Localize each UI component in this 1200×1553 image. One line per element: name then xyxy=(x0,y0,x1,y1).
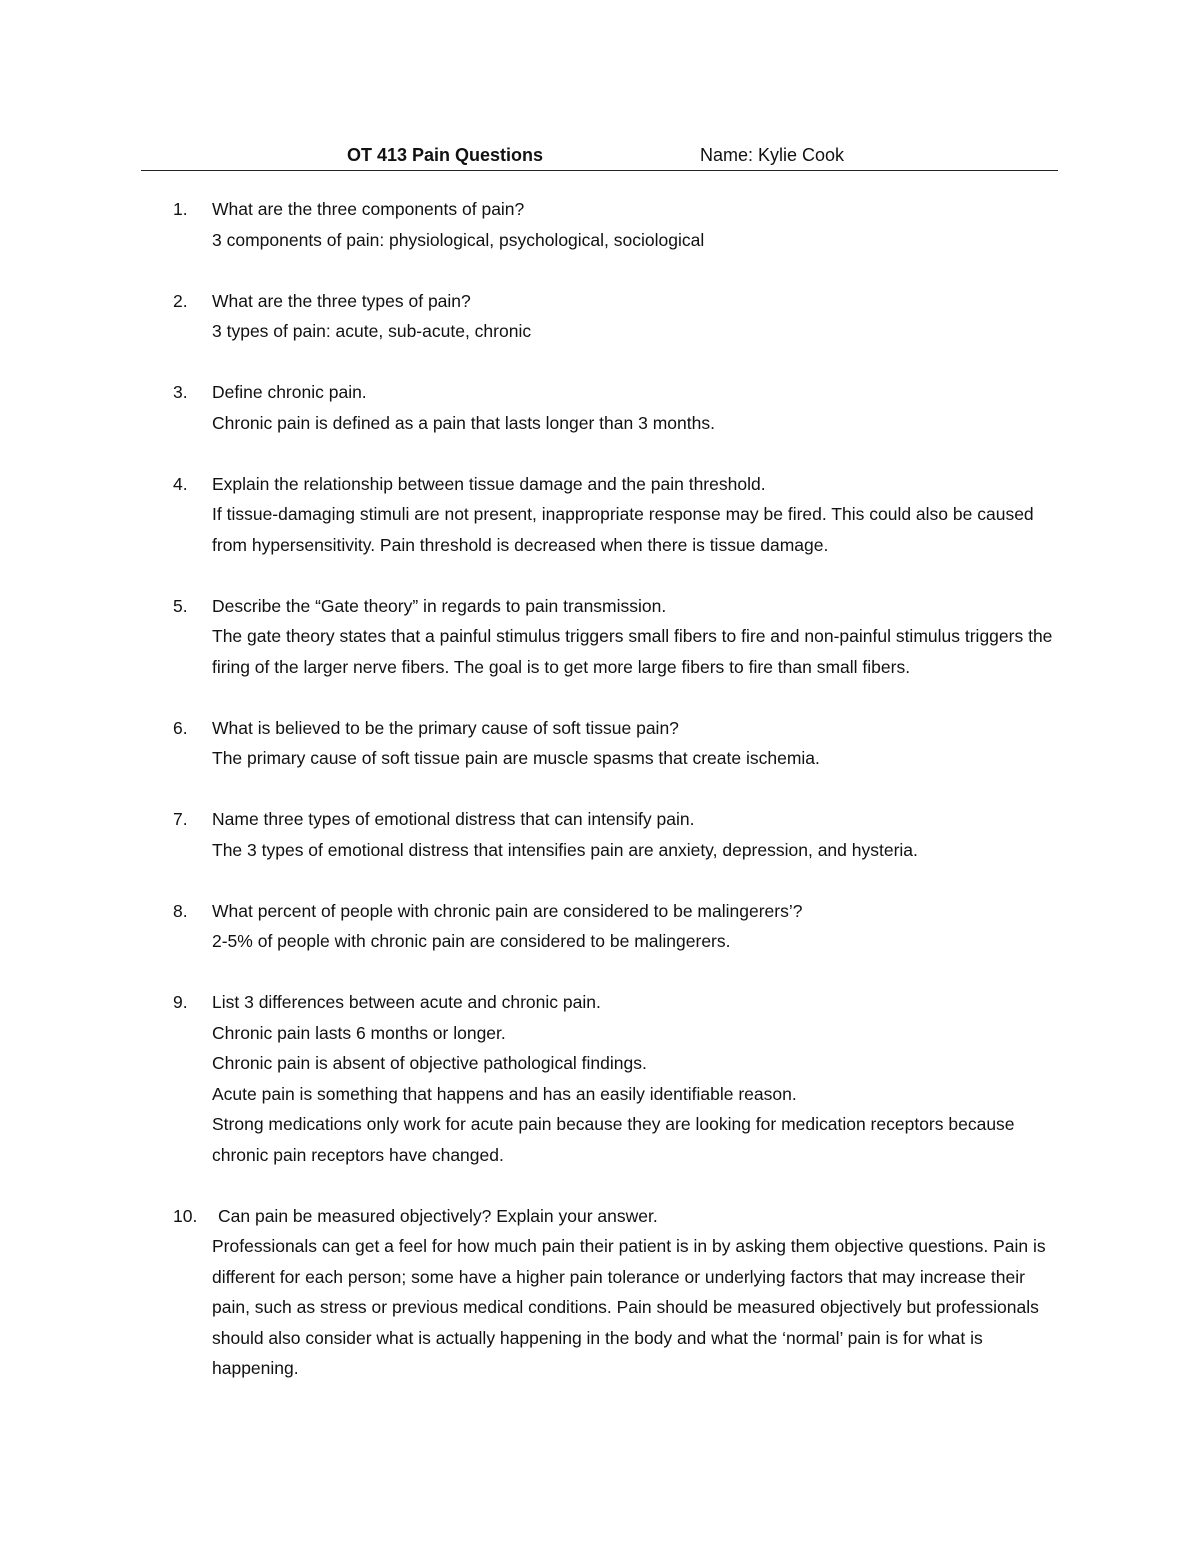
question-item xyxy=(0,377,1200,438)
question-text: What are the three types of pain? xyxy=(212,290,471,311)
question-number: 10. xyxy=(173,1205,198,1226)
answer-text: If tissue-damaging stimuli are not present, inappropriate response may be fired. This could also be caused from hypersensitivity. Pain threshold is decreased when there is tissue damage. xyxy=(212,504,1034,555)
answer-text: The gate theory states that a painful stimulus triggers small fibers to fire and non-painful stimulus triggers the firing of the larger nerve fibers. The goal is to get more large fibers to fire than small fibers. xyxy=(212,626,1053,677)
answer-text: Chronic pain is absent of objective pathological findings. xyxy=(212,1053,647,1073)
question-number: 7. xyxy=(173,809,188,829)
question-text: Name three types of emotional distress that can intensify pain. xyxy=(212,809,695,829)
question-item xyxy=(0,713,1200,774)
question-item xyxy=(0,987,1200,1170)
question-number: 5. xyxy=(173,595,188,616)
question-text: Can pain be measured objectively? Explain your answer. xyxy=(218,1205,658,1226)
question-text: Explain the relationship between tissue damage and the pain threshold. xyxy=(212,473,766,494)
answer-text: 3 types of pain: acute, sub-acute, chronic xyxy=(212,321,532,341)
answer-text: 2-5% of people with chronic pain are considered to be malingerers. xyxy=(212,931,731,951)
question-item xyxy=(0,286,1200,347)
student-name: Name: Kylie Cook xyxy=(700,145,845,165)
question-text: Describe the “Gate theory” in regards to pain transmission. xyxy=(212,595,667,616)
document-title: OT 413 Pain Questions xyxy=(347,145,544,165)
question-number: 9. xyxy=(173,992,188,1012)
question-text: Define chronic pain. xyxy=(212,382,367,402)
question-item xyxy=(0,804,1200,865)
answer-text: The primary cause of soft tissue pain are muscle spasms that create ischemia. xyxy=(212,748,820,768)
question-number: 3. xyxy=(173,382,188,402)
answer-text: Strong medications only work for acute pain because they are looking for medication receptors because chronic pain receptors have changed. xyxy=(212,1114,1015,1165)
question-number: 1. xyxy=(173,199,188,219)
answer-text: The 3 types of emotional distress that intensifies pain are anxiety, depression, and hysteria. xyxy=(212,839,918,860)
question-item xyxy=(0,896,1200,957)
question-number: 2. xyxy=(173,290,188,311)
answer-text: 3 components of pain: physiological, psychological, sociological xyxy=(212,229,705,250)
question-text: What is believed to be the primary cause of soft tissue pain? xyxy=(212,717,679,738)
question-number: 8. xyxy=(173,900,188,921)
question-text: What are the three components of pain? xyxy=(212,199,525,219)
header-divider xyxy=(141,170,1058,171)
question-item xyxy=(0,194,1200,255)
answer-text: Acute pain is something that happens and has an easily identifiable reason. xyxy=(212,1083,797,1104)
question-number: 4. xyxy=(173,473,188,494)
question-list xyxy=(0,194,1200,1414)
question-item xyxy=(0,469,1200,561)
question-item xyxy=(0,591,1200,683)
answer-text: Chronic pain lasts 6 months or longer. xyxy=(212,1022,506,1043)
question-text: List 3 differences between acute and chronic pain. xyxy=(212,992,601,1012)
question-text: What percent of people with chronic pain are considered to be malingerers’? xyxy=(212,900,803,921)
answer-text: Professionals can get a feel for how much pain their patient is in by asking them objective questions. Pain is different for each person; some have a higher pain tolerance or underlying factors that may increase their pain, such as stress or previous medical conditions. Pain should be measured objectively but professionals should also consider what is actually happening in the body and what the ‘normal’ pain is for what is happening. xyxy=(212,1236,1046,1378)
answer-text: Chronic pain is defined as a pain that lasts longer than 3 months. xyxy=(212,412,715,433)
document-header xyxy=(141,142,1058,170)
question-number: 6. xyxy=(173,717,188,738)
question-item xyxy=(0,1201,1200,1384)
